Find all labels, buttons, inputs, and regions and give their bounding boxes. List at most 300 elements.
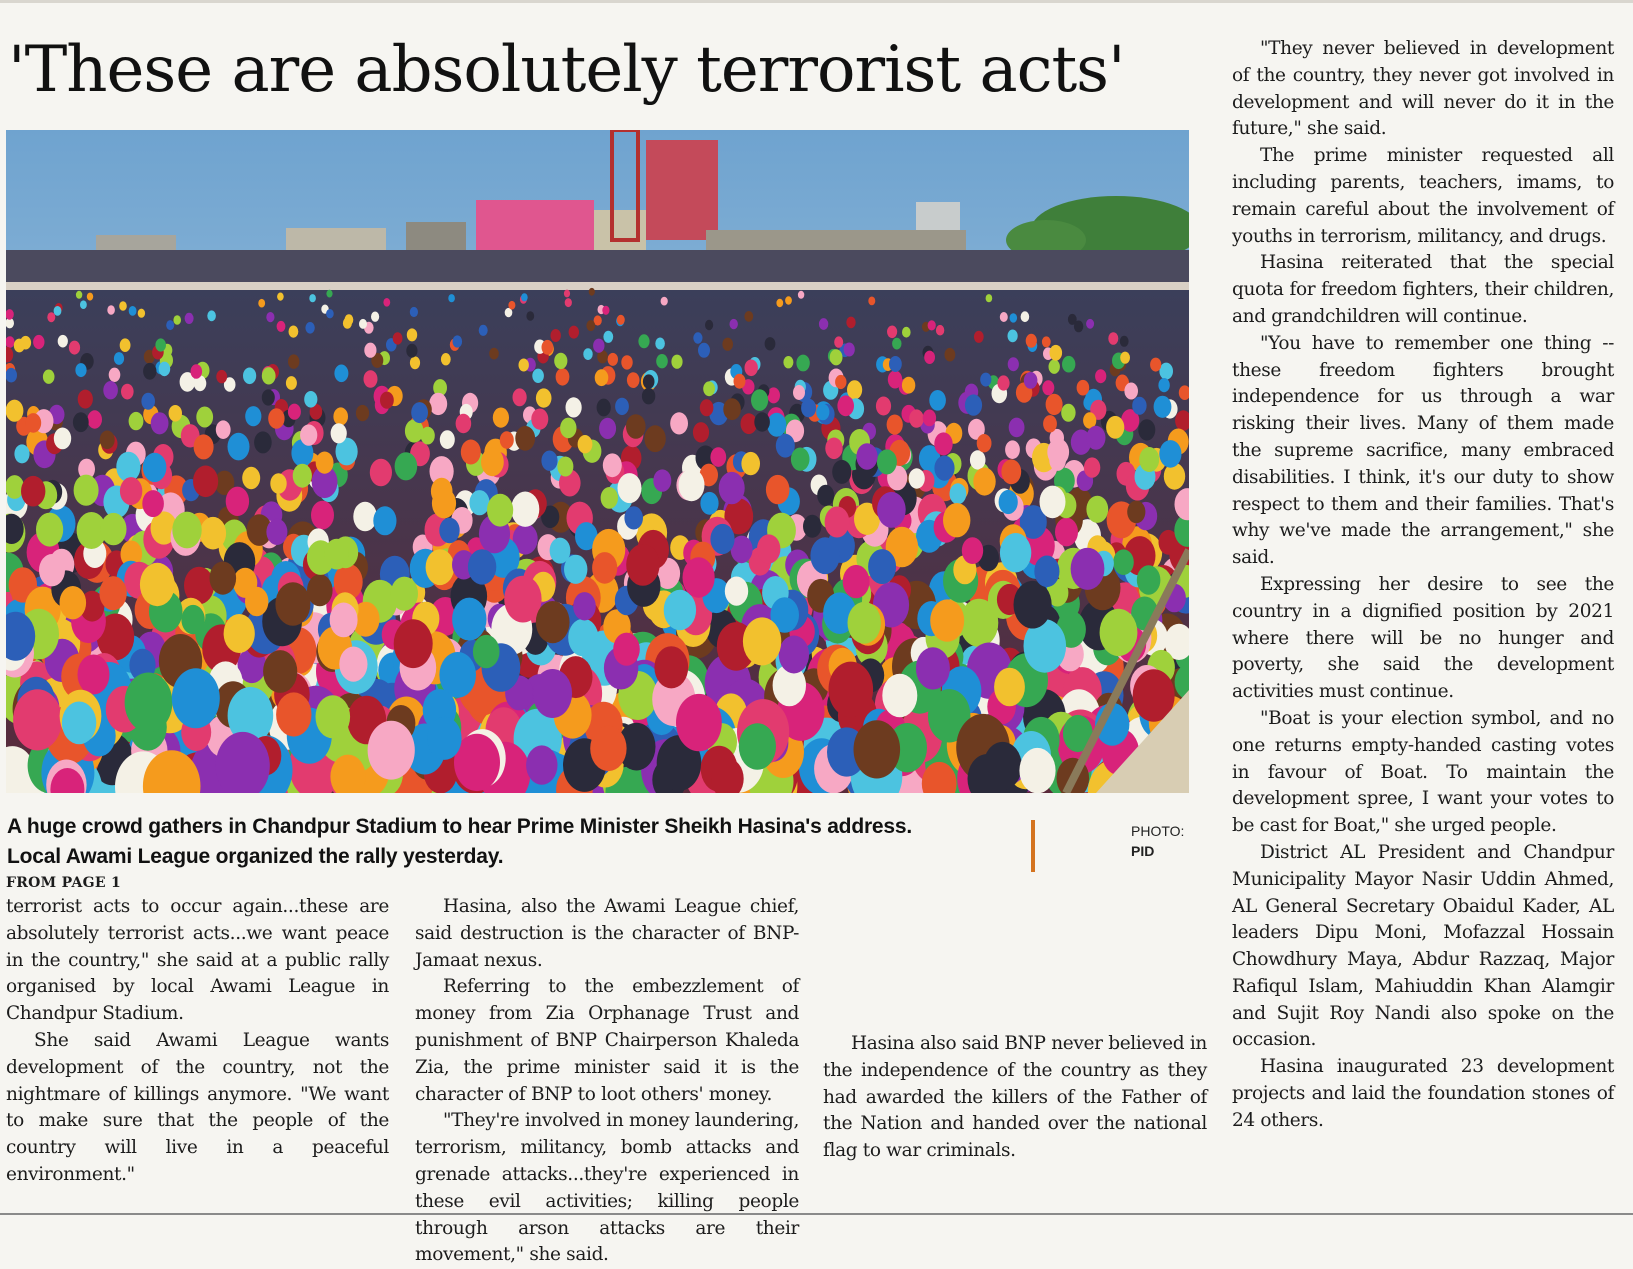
crowd-person	[705, 320, 713, 330]
crowd-person	[578, 435, 593, 453]
crowd-person	[129, 306, 137, 316]
crowd-person	[262, 367, 276, 384]
crowd-person	[597, 399, 611, 417]
crowd-person	[43, 370, 55, 384]
paragraph: She said Awami League wants development of the country, not the nightmare of killings anymore. "We want to make sure that the people of the country will live in a peaceful environment."	[6, 1029, 389, 1185]
crowd-person	[74, 475, 99, 506]
crowd-person	[487, 494, 513, 527]
credit-label: PHOTO:	[1131, 823, 1185, 839]
crowd-person	[700, 492, 718, 515]
crowd-person	[698, 343, 710, 358]
crowd-person	[693, 332, 702, 343]
crowd-person	[406, 344, 417, 358]
crowd-person	[345, 314, 354, 325]
crowd-person	[305, 322, 314, 334]
crowd-person	[441, 353, 451, 365]
crowd-person	[999, 490, 1018, 514]
crowd-person	[1014, 581, 1052, 629]
crowd-person	[725, 577, 748, 606]
crowd-person	[426, 549, 455, 585]
crowd-person	[785, 296, 792, 304]
crowd-person	[1100, 609, 1138, 656]
crowd-person	[1009, 418, 1025, 438]
paragraph: The prime minister requested all including parents, teachers, imams, to remain careful about the involvement of youths in terrorism, militancy, and drugs.	[1232, 145, 1614, 247]
crowd-person	[262, 389, 275, 405]
crowd-person	[642, 388, 655, 405]
crowd-person	[1159, 440, 1181, 468]
crowd-person	[1050, 345, 1063, 361]
crowd-person	[368, 721, 415, 780]
crowd-person	[439, 518, 459, 544]
crowd-person	[557, 457, 573, 477]
crowd-person	[353, 502, 377, 532]
crowd-person	[877, 449, 897, 474]
crowd-person	[568, 619, 598, 657]
crowd-person	[1095, 369, 1106, 383]
crowd-person	[80, 300, 87, 309]
crowd-person	[1034, 556, 1059, 588]
crowd-person	[1024, 372, 1038, 389]
crowd-person	[326, 309, 334, 318]
crowd-person	[73, 412, 89, 432]
crowd-person	[603, 331, 613, 343]
crowd-person	[500, 431, 514, 449]
crowd-person	[121, 384, 134, 400]
crowd-person	[228, 433, 250, 461]
caption-divider	[1031, 820, 1035, 872]
crowd-person	[62, 702, 96, 745]
crowd-person	[1042, 336, 1051, 347]
crowd-person	[172, 668, 220, 728]
crowd-person	[643, 374, 655, 388]
column-3	[823, 1031, 1207, 1165]
crowd-person	[39, 554, 65, 586]
crowd-person	[356, 405, 369, 421]
crowd-person	[1055, 518, 1078, 547]
crowd-person	[69, 341, 80, 355]
crowd-person	[626, 414, 646, 439]
crowd-person	[830, 349, 843, 365]
crowd-person	[114, 352, 124, 365]
crowd-person	[151, 412, 169, 434]
crowd-person	[489, 348, 499, 360]
paragraph: "They're involved in money laundering, terrorism, militancy, bomb attacks and grenade attacks...they're experienced in these evil activities; killing people through arson attacks are their movement," she said.	[415, 1110, 799, 1266]
crowd-person	[1084, 457, 1100, 477]
crowd-person	[617, 315, 625, 325]
crowd-person	[1008, 330, 1018, 343]
crowd-person	[407, 328, 417, 341]
crowd-person	[1132, 397, 1146, 415]
crowd-person	[194, 434, 214, 459]
crowd-person	[542, 340, 554, 355]
crowd-person	[554, 353, 567, 369]
crowd-person	[1049, 360, 1060, 374]
crowd-person	[54, 428, 71, 450]
crowd-person	[974, 331, 984, 343]
crowd-person	[334, 365, 348, 383]
crowd-person	[226, 487, 249, 516]
crowd-person	[929, 390, 946, 411]
crowd-person	[965, 394, 982, 415]
crowd-person	[980, 373, 991, 387]
crowd-person	[739, 723, 776, 770]
crowd-person	[945, 348, 956, 362]
crowd-person	[835, 375, 846, 389]
crowd-person	[843, 565, 870, 598]
crowd-person	[87, 293, 93, 301]
crowd-person	[710, 447, 726, 467]
stand-wall	[6, 282, 1189, 290]
crowd-person	[532, 369, 544, 383]
crowd-person	[624, 506, 643, 529]
crowd-person	[986, 294, 993, 302]
crowd-person	[1150, 358, 1161, 372]
crowd-person	[293, 464, 312, 488]
crowd-person	[627, 372, 640, 388]
crowd-person	[432, 488, 456, 518]
crowd-person	[277, 321, 286, 332]
crowd-person	[1005, 440, 1020, 459]
crowd-person	[924, 351, 935, 364]
crowd-person	[394, 619, 433, 668]
paragraph: "Boat is your election symbol, and no one returns empty-handed casting votes in favour of Boat. To maintain the development spree, I want your votes to be cast for Boat," she urged people.	[1232, 707, 1614, 837]
credit-source: PID	[1131, 843, 1155, 859]
crowd-person	[745, 360, 758, 377]
crowd-person	[266, 519, 287, 545]
crowd-person	[644, 425, 665, 452]
crowd-person	[766, 475, 790, 504]
crowd-person	[902, 327, 911, 338]
crowd-person	[829, 662, 874, 718]
crowd-person	[936, 325, 944, 336]
crowd-person	[140, 563, 175, 606]
crowd-person	[791, 448, 810, 471]
crowd-person	[311, 501, 334, 530]
crowd-person	[20, 336, 31, 350]
crowd-person	[743, 617, 781, 665]
crowd-person	[1120, 336, 1129, 347]
crowd-person	[60, 586, 87, 619]
crowd-person	[359, 319, 367, 329]
crowd-person	[58, 335, 68, 348]
crowd-person	[452, 598, 486, 641]
crowd-person	[602, 306, 609, 315]
crowd-person	[834, 336, 843, 347]
crowd-person	[916, 647, 950, 689]
crowd-person	[798, 291, 804, 299]
crowd-person	[519, 359, 529, 372]
paragraph: Expressing her desire to see the country in a dignified position by 2021 where there will be no hunger and poverty, she said the development activities must continue.	[1232, 573, 1614, 703]
crowd-person	[536, 601, 570, 643]
crowd-person	[469, 490, 489, 515]
crowd-person	[550, 538, 571, 564]
crowd-person	[1138, 419, 1155, 440]
crowd-person	[566, 397, 582, 417]
crowd-person	[730, 319, 738, 329]
crowd-person	[654, 646, 688, 688]
crowd-person	[333, 407, 348, 425]
crowd-person	[13, 689, 62, 750]
crowd-person	[671, 355, 682, 369]
crowd-person	[765, 337, 776, 350]
headline: 'These are absolutely terrorist acts'	[8, 33, 1125, 107]
crowd-person	[848, 602, 881, 644]
crowd-person	[410, 307, 418, 317]
crowd-person	[943, 503, 970, 537]
crowd-person	[1113, 549, 1134, 575]
crowd-person	[719, 472, 745, 504]
crowd-person	[309, 294, 316, 302]
crowd-person	[1124, 383, 1138, 400]
crowd-person	[997, 375, 1009, 390]
crowd-person	[526, 311, 534, 321]
crowd-person	[608, 353, 618, 366]
crowd-person	[78, 655, 110, 695]
crowd-person	[703, 381, 715, 396]
crowd-person	[200, 517, 226, 550]
crowd-person	[258, 299, 265, 308]
crowd-person	[868, 297, 875, 306]
crowd-person	[288, 354, 299, 368]
crowd-person	[75, 363, 86, 377]
crowd-person	[268, 408, 284, 429]
crowd-person	[977, 434, 992, 452]
column-1	[6, 872, 389, 1189]
crowd-person	[844, 343, 855, 357]
tall-building	[646, 140, 718, 240]
crowd-person	[173, 315, 181, 325]
crowd-person	[513, 388, 527, 406]
crowd-person	[569, 326, 579, 339]
crowd-person	[564, 290, 570, 298]
crowd-person	[1137, 565, 1161, 594]
crowd-person	[793, 385, 805, 400]
crowd-person	[930, 599, 964, 641]
crowd-person	[887, 326, 897, 339]
crowd-person	[1159, 363, 1173, 380]
crowd-person	[326, 290, 332, 298]
crowd-person	[185, 313, 194, 324]
crowd-person	[481, 448, 504, 476]
crowd-person	[181, 605, 204, 634]
paragraph: "They never believed in development of the country, they never got involved in development and will never do it in the future," she said.	[1232, 38, 1614, 140]
caption-line-1: A huge crowd gathers in Chandpur Stadium to hear Prime Minister Sheikh Hasina's address.	[7, 815, 912, 838]
crowd-person	[391, 577, 418, 611]
crowd-person	[504, 576, 541, 623]
crowd-person	[595, 369, 609, 386]
crowd-person	[36, 513, 63, 547]
crowd-person	[120, 338, 131, 352]
crowd-person	[339, 647, 367, 682]
crowd-person	[626, 544, 659, 586]
crowd-person	[143, 363, 156, 380]
crowd-person	[421, 427, 435, 445]
paragraph: Hasina inaugurated 23 development projects and laid the foundation stones of 24 others.	[1232, 1056, 1614, 1131]
crowd-person	[155, 338, 166, 351]
crowd-person	[892, 338, 901, 350]
crowd-person	[243, 368, 256, 385]
crowd-person	[876, 397, 891, 416]
top-rule	[0, 0, 1633, 3]
crowd-person	[364, 370, 378, 388]
crowd-person	[556, 368, 570, 385]
crowd-person	[330, 603, 358, 638]
crowd-person	[100, 431, 115, 450]
crowd-person	[832, 460, 851, 484]
crowd-person	[461, 440, 481, 465]
crowd-person	[887, 415, 903, 435]
crowd-person	[21, 476, 45, 507]
crowd-person	[837, 395, 854, 416]
crowd-person	[47, 312, 55, 322]
kicker: FROM PAGE 1	[6, 875, 122, 891]
crowd-person	[909, 409, 924, 427]
crowd-person	[289, 326, 299, 338]
crowd-person	[216, 370, 227, 383]
crowd-person	[120, 477, 142, 505]
crowd-person	[429, 393, 447, 415]
news-photo	[6, 130, 1189, 793]
crowd-person	[411, 402, 428, 423]
crowd-person	[1042, 380, 1054, 395]
crowd-person	[1154, 396, 1172, 418]
crowd-person	[1086, 426, 1105, 450]
crowd-person	[1001, 459, 1021, 484]
crowd-person	[1046, 394, 1063, 415]
crowd-person	[473, 635, 500, 668]
crowd-person	[304, 391, 317, 408]
crowd-person	[603, 453, 622, 477]
crowd-person	[928, 320, 936, 330]
crowd-person	[25, 413, 41, 433]
crowd-person	[776, 299, 783, 307]
crowd-person	[1019, 748, 1055, 793]
crowd-person	[803, 515, 821, 538]
crowd-person	[395, 452, 418, 480]
crowd-person	[589, 288, 595, 296]
crowd-person	[560, 418, 576, 439]
crowd-person	[427, 717, 461, 760]
crowd-person	[245, 406, 261, 426]
crowd-person	[169, 405, 182, 422]
crowd-person	[216, 420, 231, 439]
crowd-person	[307, 574, 333, 606]
crowd-person	[468, 549, 496, 584]
crowd-person	[393, 332, 403, 344]
crowd-person	[6, 400, 23, 422]
crowd-person	[889, 356, 902, 372]
crowd-person	[316, 452, 334, 474]
crowd-person	[583, 348, 592, 360]
crowd-person	[242, 467, 260, 489]
crowd-person	[521, 293, 528, 301]
crowd-person	[270, 473, 286, 494]
crowd-person	[810, 537, 839, 574]
crowd-person	[700, 399, 714, 416]
paragraph: District AL President and Chandpur Municipality Mayor Nasir Uddin Ahmed, AL General Secretary Obaidul Kader, AL leaders Dipu Moni, Mofazzal Hossain Chowdhury Maya, Abdur Razzaq, Major Rafiqul Islam, Mahiuddin Khan Alamgir and Sujit Roy Nandi also spoke on the occasion.	[1232, 841, 1614, 1051]
crowd-person	[741, 452, 760, 475]
crowd-person	[380, 392, 394, 409]
crowd-person	[877, 492, 906, 528]
crowd-person	[816, 404, 829, 421]
crowd-person	[288, 404, 301, 420]
crowd-person	[1071, 548, 1105, 590]
crowd-person	[54, 306, 62, 316]
crowd-person	[479, 325, 488, 336]
crowd-person	[515, 426, 535, 451]
paragraph: "You have to remember one thing -- these freedom fighters brought independence for us through a war risking their lives. Many of them made the supreme sacrifice, many embraced disabilities. I think, it's our duty to show respect to them and their families. That's why we've made the arrangement," she said.	[1232, 332, 1614, 569]
crowd-person	[934, 456, 954, 481]
bottom-rule	[0, 1213, 1633, 1215]
crowd-person	[656, 354, 668, 368]
crowd-person	[592, 552, 617, 584]
crowd-person	[723, 398, 741, 420]
crowd-person	[370, 459, 392, 487]
crowd-person	[76, 291, 82, 299]
crowd-person	[683, 557, 715, 597]
crowd-person	[1077, 380, 1090, 396]
crowd-person	[973, 468, 995, 496]
crowd-person	[1086, 496, 1108, 523]
crowd-person	[493, 408, 509, 428]
crowd-person	[638, 334, 649, 348]
crowd-person	[751, 389, 768, 411]
crowd-person	[734, 374, 746, 389]
crowd-person	[275, 582, 310, 626]
crowd-person	[536, 388, 552, 407]
crowd-person	[767, 413, 786, 437]
crowd-person	[453, 335, 463, 347]
crowd-person	[676, 694, 722, 751]
crowd-person	[78, 390, 93, 409]
crowd-person	[142, 490, 164, 517]
crowd-person	[868, 549, 896, 584]
crowd-person	[1108, 332, 1118, 345]
crowd-person	[1008, 357, 1019, 371]
crowd-person	[14, 444, 29, 463]
crowd-person	[950, 483, 967, 504]
crowd-person	[693, 422, 709, 442]
crowd-person	[856, 443, 877, 469]
paragraph: Hasina also said BNP never believed in the independence of the country as they had awarded the killers of the Father of the Nation and handed over the national flag to war criminals.	[823, 1033, 1207, 1162]
crowd-person	[1043, 415, 1057, 432]
crowd-person	[276, 692, 311, 736]
crowd-person	[324, 539, 349, 570]
crowd-person	[1021, 311, 1030, 322]
crowd-person	[193, 466, 218, 498]
crowd-person	[902, 377, 915, 394]
crowd-photo	[6, 130, 1189, 793]
crowd-person	[87, 410, 102, 428]
crowd-person	[846, 317, 855, 329]
crowd-person	[1000, 533, 1031, 572]
crowd-person	[565, 298, 572, 307]
caption-line-2: Local Awami League organized the rally yesterday.	[7, 845, 504, 868]
crowd-person	[103, 381, 118, 399]
crowd-person	[819, 318, 828, 330]
crowd-person	[613, 633, 640, 666]
crowd-person	[1040, 486, 1066, 519]
crowd-person	[159, 362, 171, 377]
crowd-person	[1068, 314, 1077, 325]
crowd-person	[526, 745, 557, 784]
crowd-person	[923, 410, 936, 427]
crowd-person	[744, 311, 753, 322]
crowd-person	[1158, 378, 1169, 392]
paragraph: Referring to the embezzlement of money from Zia Orphanage Trust and punishment of BNP Chairperson Khaleda Zia, the prime minister said it is the character of BNP to loot others' money.	[415, 976, 799, 1105]
crowd-person	[601, 487, 618, 509]
crowd-person	[934, 432, 952, 455]
